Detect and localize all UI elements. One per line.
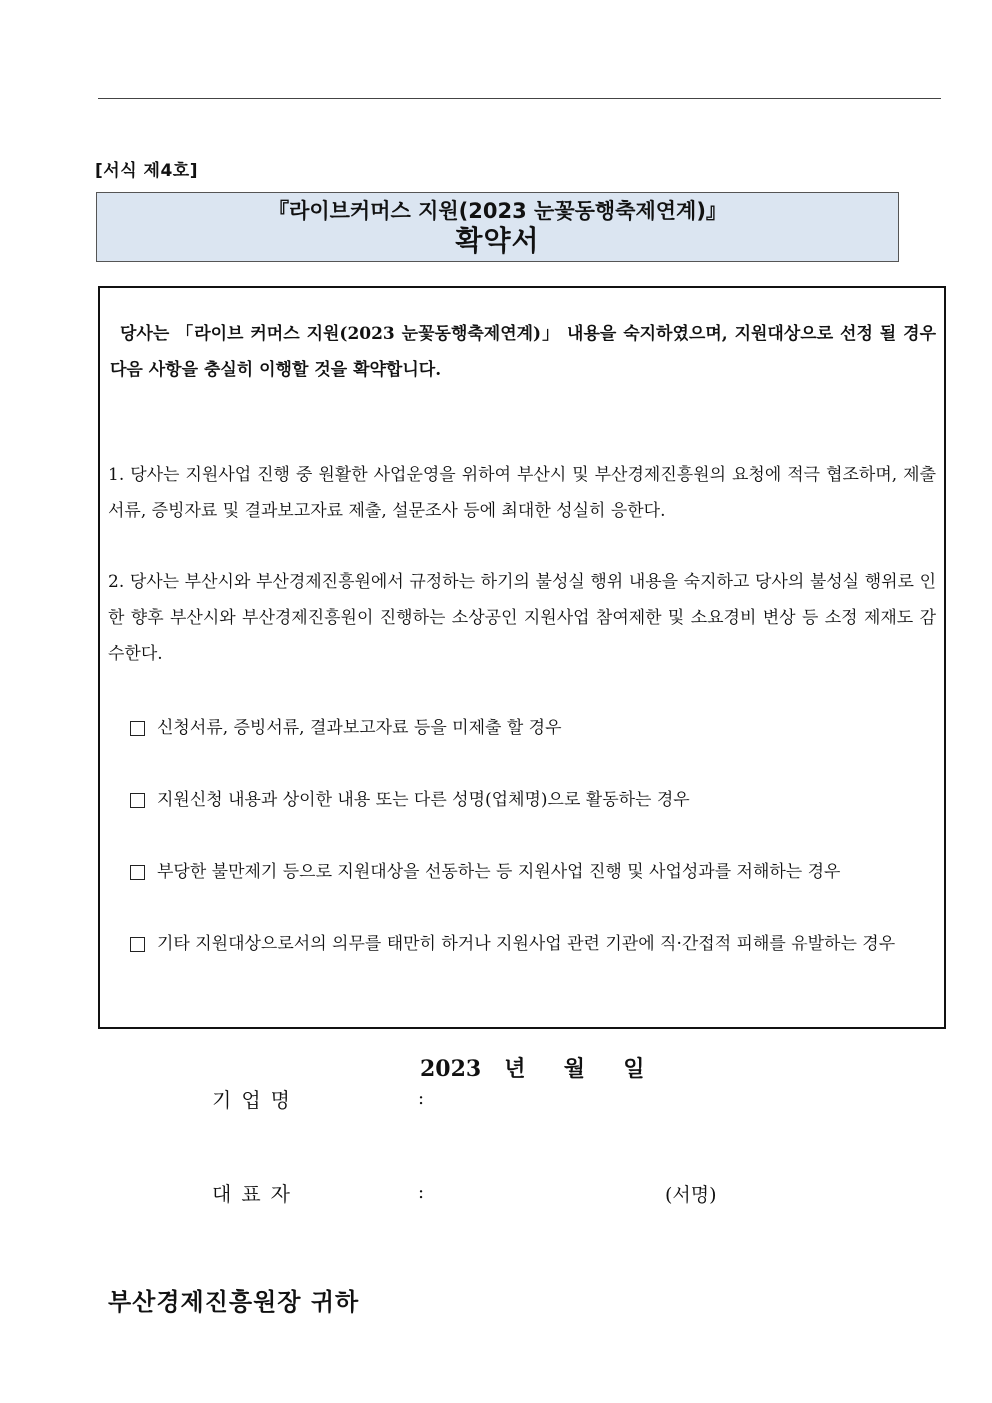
- document-subtitle: 『라이브커머스 지원(2023 눈꽃동행축제연계)』: [268, 199, 727, 223]
- checklist-item: [130, 710, 936, 746]
- title-box: [96, 192, 899, 262]
- date-line: 2023 년 월 일: [420, 1056, 645, 1082]
- checklist-item-text: 지원신청 내용과 상이한 내용 또는 다른 성명(업체명)으로 활동하는 경우: [157, 790, 690, 810]
- checklist-item: [130, 782, 936, 818]
- checklist-item-text: 기타 지원대상으로서의 의무를 태만히 하거나 지원사업 관련 기관에 직·간접적 피해를 유발하는 경우: [157, 934, 896, 954]
- checkbox-icon[interactable]: [130, 721, 145, 736]
- clause-2: 2. 당사는 부산시와 부산경제진흥원에서 규정하는 하기의 불성실 행위 내용을 숙지하고 당사의 불성실 행위로 인한 향후 부산시와 부산경제진흥원이 진행하는 소상공인 지원사업 참여제한 및 소요경비 변상 등 소정 제재도 감수한다.: [108, 572, 936, 664]
- form-number: [서식 제4호]: [95, 161, 198, 181]
- pledge-content-box: [98, 286, 946, 1029]
- signature-mark: (서명): [665, 1184, 717, 1206]
- representative-label: 대표자: [212, 1182, 300, 1206]
- company-name-field[interactable]: :: [418, 1088, 425, 1109]
- representative-field[interactable]: :: [418, 1182, 425, 1203]
- checklist-item-text: 부당한 불만제기 등으로 지원대상을 선동하는 등 지원사업 진행 및 사업성과를 저해하는 경우: [157, 862, 841, 882]
- checkbox-icon[interactable]: [130, 793, 145, 808]
- addressee: 부산경제진흥원장 귀하: [108, 1287, 360, 1316]
- company-name-label: 기업명: [212, 1088, 300, 1112]
- document-title: 확약서: [455, 224, 540, 257]
- checkbox-icon[interactable]: [130, 865, 145, 880]
- checklist-item: [130, 854, 936, 890]
- clause-1: 1. 당사는 지원사업 진행 중 원활한 사업운영을 위하여 부산시 및 부산경제진흥원의 요청에 적극 협조하며, 제출서류, 증빙자료 및 결과보고자료 제출, 설문조사 등에 최대한 성실히 응한다.: [108, 465, 936, 521]
- checklist-item-text: 신청서류, 증빙서류, 결과보고자료 등을 미제출 할 경우: [157, 718, 562, 738]
- checklist-item: [130, 926, 936, 962]
- header-rule: [98, 98, 941, 99]
- checkbox-icon[interactable]: [130, 937, 145, 952]
- pledge-intro: 당사는 「라이브 커머스 지원(2023 눈꽃동행축제연계)」 내용을 숙지하였으며, 지원대상으로 선정 될 경우 다음 사항을 충실히 이행할 것을 확약합니다.: [110, 324, 936, 380]
